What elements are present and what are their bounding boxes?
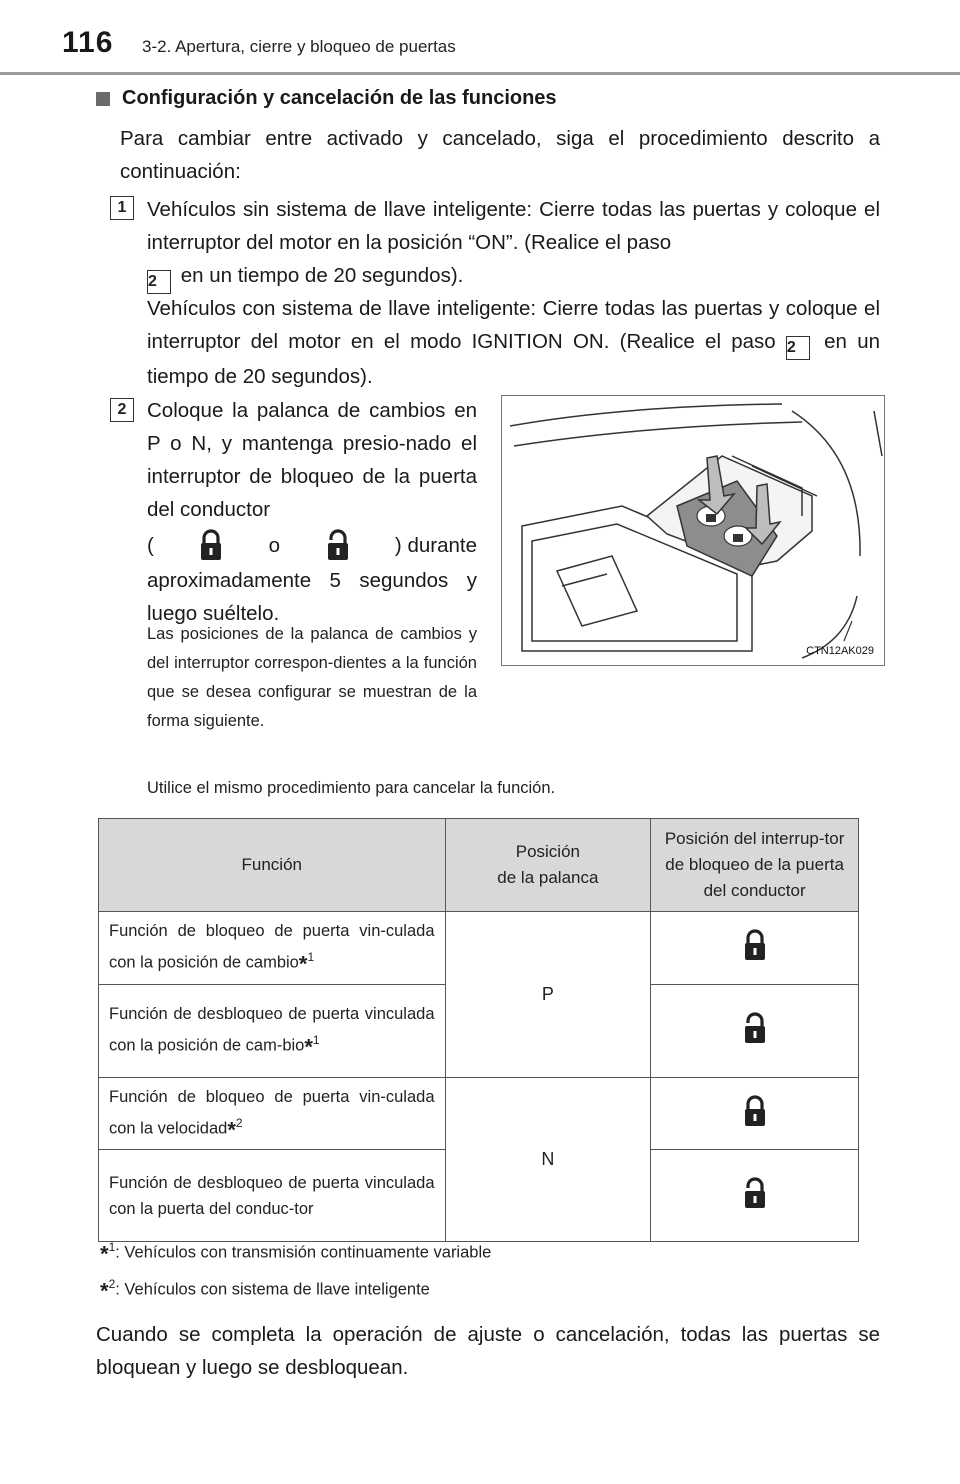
step-1-badge: 1 [110,196,134,220]
table-cell-switch [651,984,859,1077]
function-text: Función de bloqueo de puerta vin-culada con la velocidad [109,1087,435,1137]
step-1-text-b-part1: Vehículos con sistema de llave inteligente: Cierre todas las puertas y coloque el interruptor del motor en el modo IGNITION ON. (Realice el paso [147,297,880,353]
step-1-text-a-part2: en un tiempo de 20 segundos). [180,264,464,287]
step-2-line1: Coloque la palanca de cambios en P o N, y mantenga presio-nado el interruptor de bloqueo de la puerta del conductor [147,399,477,521]
table-cell-function [99,1150,446,1242]
step-2-badge: 2 [110,398,134,422]
asterisk: * [298,951,308,977]
lock-icon [742,1094,768,1128]
table-cell-function [99,912,446,985]
section-heading [96,87,557,110]
table-header-lever: Posición de la palanca [445,819,651,912]
table-cell-function [99,984,446,1077]
asterisk: * [100,1241,109,1267]
heading-text: Configuración y cancelación de las funciones [122,87,557,109]
table-header-switch: Posición del interrup-tor de bloqueo de la puerta del conductor [651,819,859,912]
footnote-number: 2 [108,1277,116,1291]
footnote-ref: 2 [235,1115,243,1130]
step-1-text-b [147,292,880,393]
footnote-number: 1 [108,1240,116,1254]
lock-icon [198,528,224,562]
step-1-text-b-part2: en un tiempo de 20 segundos). [147,330,880,388]
closing-paragraph: Cuando se completa la operación de ajuste o cancelación, todas las puertas se bloquean y luego se desbloquean. [96,1323,880,1379]
unlock-icon [742,1176,768,1210]
function-text: Función de desbloqueo de puerta vinculada con la puerta del conduc-tor [109,1173,435,1218]
step-2-line2: aproximadamente 5 segundos y luego suéltelo. [147,569,477,625]
table-cell-switch [651,1077,859,1150]
footnote-1 [100,1240,491,1268]
table-header-function: Función [99,819,446,912]
unlock-icon [325,528,351,562]
step-ref-badge: 2 [147,270,171,294]
illustration-code: CTN12AK029 [806,645,874,657]
unlock-icon [742,1011,768,1045]
header-rule [0,72,960,75]
table-cell-position: P [445,912,651,1078]
paren-close: ) durante [394,533,477,557]
table-row [99,1077,859,1150]
table-cell-position: N [445,1077,651,1242]
table-header-row [99,819,859,912]
table-row [99,912,859,985]
table-cell-function [99,1077,446,1150]
asterisk: * [304,1034,313,1060]
lock-icon [742,928,768,962]
asterisk: * [227,1117,236,1142]
step-2-note: Las posiciones de la palanca de cambios y del interruptor correspon-dientes a la función que se desea configurar se muestran de la forma siguiente. [147,625,477,730]
footnote-ref: 1 [312,1032,320,1047]
door-panel-drawing [502,396,884,665]
asterisk: * [100,1278,109,1304]
section-title: 3-2. Apertura, cierre y bloqueo de puertas [142,37,456,56]
step-1-text-a [147,193,880,294]
table-cell-switch [651,1150,859,1242]
footnote-text: : Vehículos con transmisión continuamente variable [115,1243,492,1262]
table-cell-switch [651,912,859,985]
step-2-text [147,394,477,630]
function-text: Función de bloqueo de puerta vin-culada con la posición de cambio [109,922,435,972]
door-switch-illustration [501,395,885,666]
square-bullet-icon [96,92,110,106]
footnote-text: : Vehículos con sistema de llave inteligente [115,1280,430,1299]
paren-open: ( [147,533,154,557]
page-number: 116 [62,26,114,59]
step-1-text-a-part1: Vehículos sin sistema de llave inteligente: Cierre todas las puertas y coloque el interruptor del motor en la posición “ON”. (Realice el paso [147,198,880,254]
step-ref-badge: 2 [786,336,810,360]
lock-symbols-line [147,526,477,564]
intro-paragraph: Para cambiar entre activado y cancelado, siga el procedimiento descrito a continuación: [120,127,880,183]
footnote-ref: 1 [307,950,315,964]
or-word: o [268,533,281,557]
footnote-2 [100,1277,430,1305]
function-text: Función de desbloqueo de puerta vinculada con la posición de cam-bio [109,1004,435,1055]
step-2-note2: Utilice el mismo procedimiento para cancelar la función. [147,779,556,797]
function-table [98,818,859,1242]
